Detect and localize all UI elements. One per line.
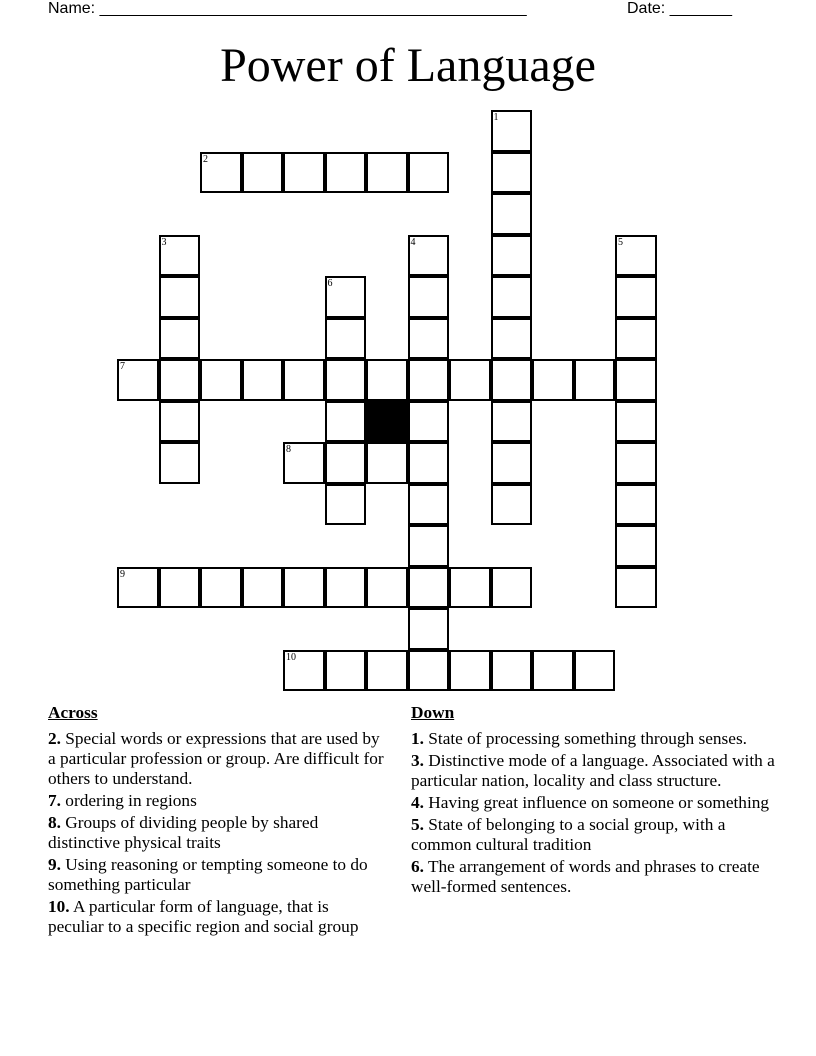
clue-text: Special words or expressions that are used by a particular profession or group. Are difficult for others to understand.	[48, 729, 384, 788]
grid-cell[interactable]	[615, 484, 657, 526]
grid-cell[interactable]	[532, 650, 574, 692]
grid-cell[interactable]	[325, 152, 367, 194]
across-clues	[48, 703, 388, 939]
grid-cell[interactable]	[325, 484, 367, 526]
down-heading: Down	[411, 703, 455, 722]
clue-number: 6.	[411, 857, 424, 876]
grid-cell[interactable]	[491, 235, 533, 277]
grid-cell[interactable]	[491, 318, 533, 360]
clue-text: Having great influence on someone or something	[428, 793, 770, 812]
grid-cell[interactable]	[366, 567, 408, 609]
grid-cell[interactable]	[615, 276, 657, 318]
cell-number: 9	[120, 568, 125, 580]
grid-cell[interactable]	[325, 567, 367, 609]
grid-cell[interactable]	[615, 567, 657, 609]
page-title: Power of Language	[220, 39, 596, 92]
clue-text: ordering in regions	[65, 791, 197, 810]
grid-cell[interactable]	[491, 152, 533, 194]
grid-cell[interactable]	[491, 401, 533, 443]
grid-cell[interactable]	[408, 152, 450, 194]
clue-number: 2.	[48, 729, 61, 748]
clue-across-2	[48, 729, 388, 789]
grid-cell[interactable]	[200, 152, 242, 194]
clue-text: A particular form of language, that is peculiar to a specific region and social group	[48, 897, 359, 936]
clue-number: 5.	[411, 815, 424, 834]
clue-number: 4.	[411, 793, 424, 812]
grid-cell[interactable]	[159, 235, 201, 277]
cell-number: 3	[161, 236, 167, 248]
grid-cell[interactable]	[408, 484, 450, 526]
grid-cell[interactable]	[408, 608, 450, 650]
grid-cell[interactable]	[283, 152, 325, 194]
grid-cell[interactable]	[449, 359, 491, 401]
clue-down-3	[411, 751, 776, 791]
clue-across-9	[48, 855, 388, 895]
grid-cell[interactable]	[449, 650, 491, 692]
grid-cell[interactable]	[325, 401, 367, 443]
grid-cell[interactable]	[615, 442, 657, 484]
grid-cell[interactable]	[491, 442, 533, 484]
clue-number: 1.	[411, 729, 424, 748]
grid-cell[interactable]	[117, 567, 159, 609]
grid-cell[interactable]	[449, 567, 491, 609]
cell-number: 7	[120, 361, 125, 372]
grid-cell[interactable]	[615, 235, 657, 277]
grid-cell[interactable]	[283, 359, 325, 401]
grid-cell[interactable]	[325, 650, 367, 692]
clue-across-8	[48, 813, 388, 853]
name-field-label: Name: ________________________________________________	[48, 0, 527, 17]
cell-number: 10	[286, 651, 296, 663]
grid-cell[interactable]	[283, 650, 325, 692]
clue-text: Using reasoning or tempting someone to do something particular	[48, 855, 368, 894]
cell-number: 2	[203, 153, 208, 165]
grid-cell[interactable]	[242, 152, 284, 194]
clue-down-5	[411, 815, 776, 855]
clue-down-6	[411, 857, 776, 897]
grid-cell[interactable]	[200, 567, 242, 609]
cell-number: 4	[410, 236, 416, 248]
clue-across-10	[48, 897, 388, 937]
grid-cell[interactable]	[574, 359, 616, 401]
cell-number: 5	[618, 236, 623, 248]
date-field-label: Date: _______	[627, 0, 732, 17]
grid-cell[interactable]	[408, 276, 450, 318]
grid-cell[interactable]	[242, 567, 284, 609]
grid-cell[interactable]	[283, 567, 325, 609]
grid-cell[interactable]	[408, 525, 450, 567]
clue-text: State of processing something through senses.	[428, 729, 747, 748]
grid-cell[interactable]	[408, 442, 450, 484]
clue-number: 3.	[411, 751, 424, 770]
grid-cell[interactable]	[491, 650, 533, 692]
clue-number: 10.	[48, 897, 70, 916]
grid-cell[interactable]	[408, 567, 450, 609]
grid-cell[interactable]	[242, 359, 284, 401]
clue-text: The arrangement of words and phrases to create well-formed sentences.	[411, 857, 760, 896]
grid-cell[interactable]	[159, 318, 201, 360]
black-cell	[366, 401, 408, 443]
grid-cell[interactable]	[491, 567, 533, 609]
grid-cell[interactable]	[159, 442, 201, 484]
grid-cell[interactable]	[532, 359, 574, 401]
grid-cell[interactable]	[491, 110, 533, 152]
grid-cell[interactable]	[615, 525, 657, 567]
grid-cell[interactable]	[491, 193, 533, 235]
clue-number: 7.	[48, 791, 61, 810]
grid-cell[interactable]	[366, 650, 408, 692]
grid-cell[interactable]	[408, 235, 450, 277]
grid-cell[interactable]	[283, 442, 325, 484]
grid-cell[interactable]	[325, 442, 367, 484]
grid-cell[interactable]	[491, 484, 533, 526]
grid-cell[interactable]	[159, 567, 201, 609]
grid-cell[interactable]	[325, 318, 367, 360]
clue-text: Distinctive mode of a language. Associated with a particular nation, locality and class structure.	[411, 751, 775, 790]
grid-cell[interactable]	[491, 276, 533, 318]
across-heading: Across	[48, 703, 98, 722]
grid-cell[interactable]	[615, 359, 657, 401]
grid-cell[interactable]	[408, 650, 450, 692]
down-clues	[411, 703, 776, 899]
grid-cell[interactable]	[491, 359, 533, 401]
grid-cell[interactable]	[159, 401, 201, 443]
clue-down-1	[411, 729, 776, 749]
grid-cell[interactable]	[117, 359, 159, 401]
clue-down-4	[411, 793, 776, 813]
grid-cell[interactable]	[366, 442, 408, 484]
clue-number: 8.	[48, 813, 61, 832]
clue-number: 9.	[48, 855, 61, 874]
grid-cell[interactable]	[408, 318, 450, 360]
grid-cell[interactable]	[159, 359, 201, 401]
grid-cell[interactable]	[159, 276, 201, 318]
grid-cell[interactable]	[325, 276, 367, 318]
grid-cell[interactable]	[615, 401, 657, 443]
grid-cell[interactable]	[408, 359, 450, 401]
grid-cell[interactable]	[574, 650, 616, 692]
grid-cell[interactable]	[325, 359, 367, 401]
clue-across-7	[48, 791, 388, 811]
clue-text: Groups of dividing people by shared distinctive physical traits	[48, 813, 319, 852]
grid-cell[interactable]	[200, 359, 242, 401]
grid-cell[interactable]	[366, 152, 408, 194]
cell-number: 8	[286, 444, 291, 455]
grid-cell[interactable]	[366, 359, 408, 401]
grid-cell[interactable]	[408, 401, 450, 443]
clue-text: State of belonging to a social group, with a common cultural tradition	[411, 815, 726, 854]
cell-number: 1	[493, 112, 499, 123]
grid-cell[interactable]	[615, 318, 657, 360]
cell-number: 6	[327, 278, 333, 289]
